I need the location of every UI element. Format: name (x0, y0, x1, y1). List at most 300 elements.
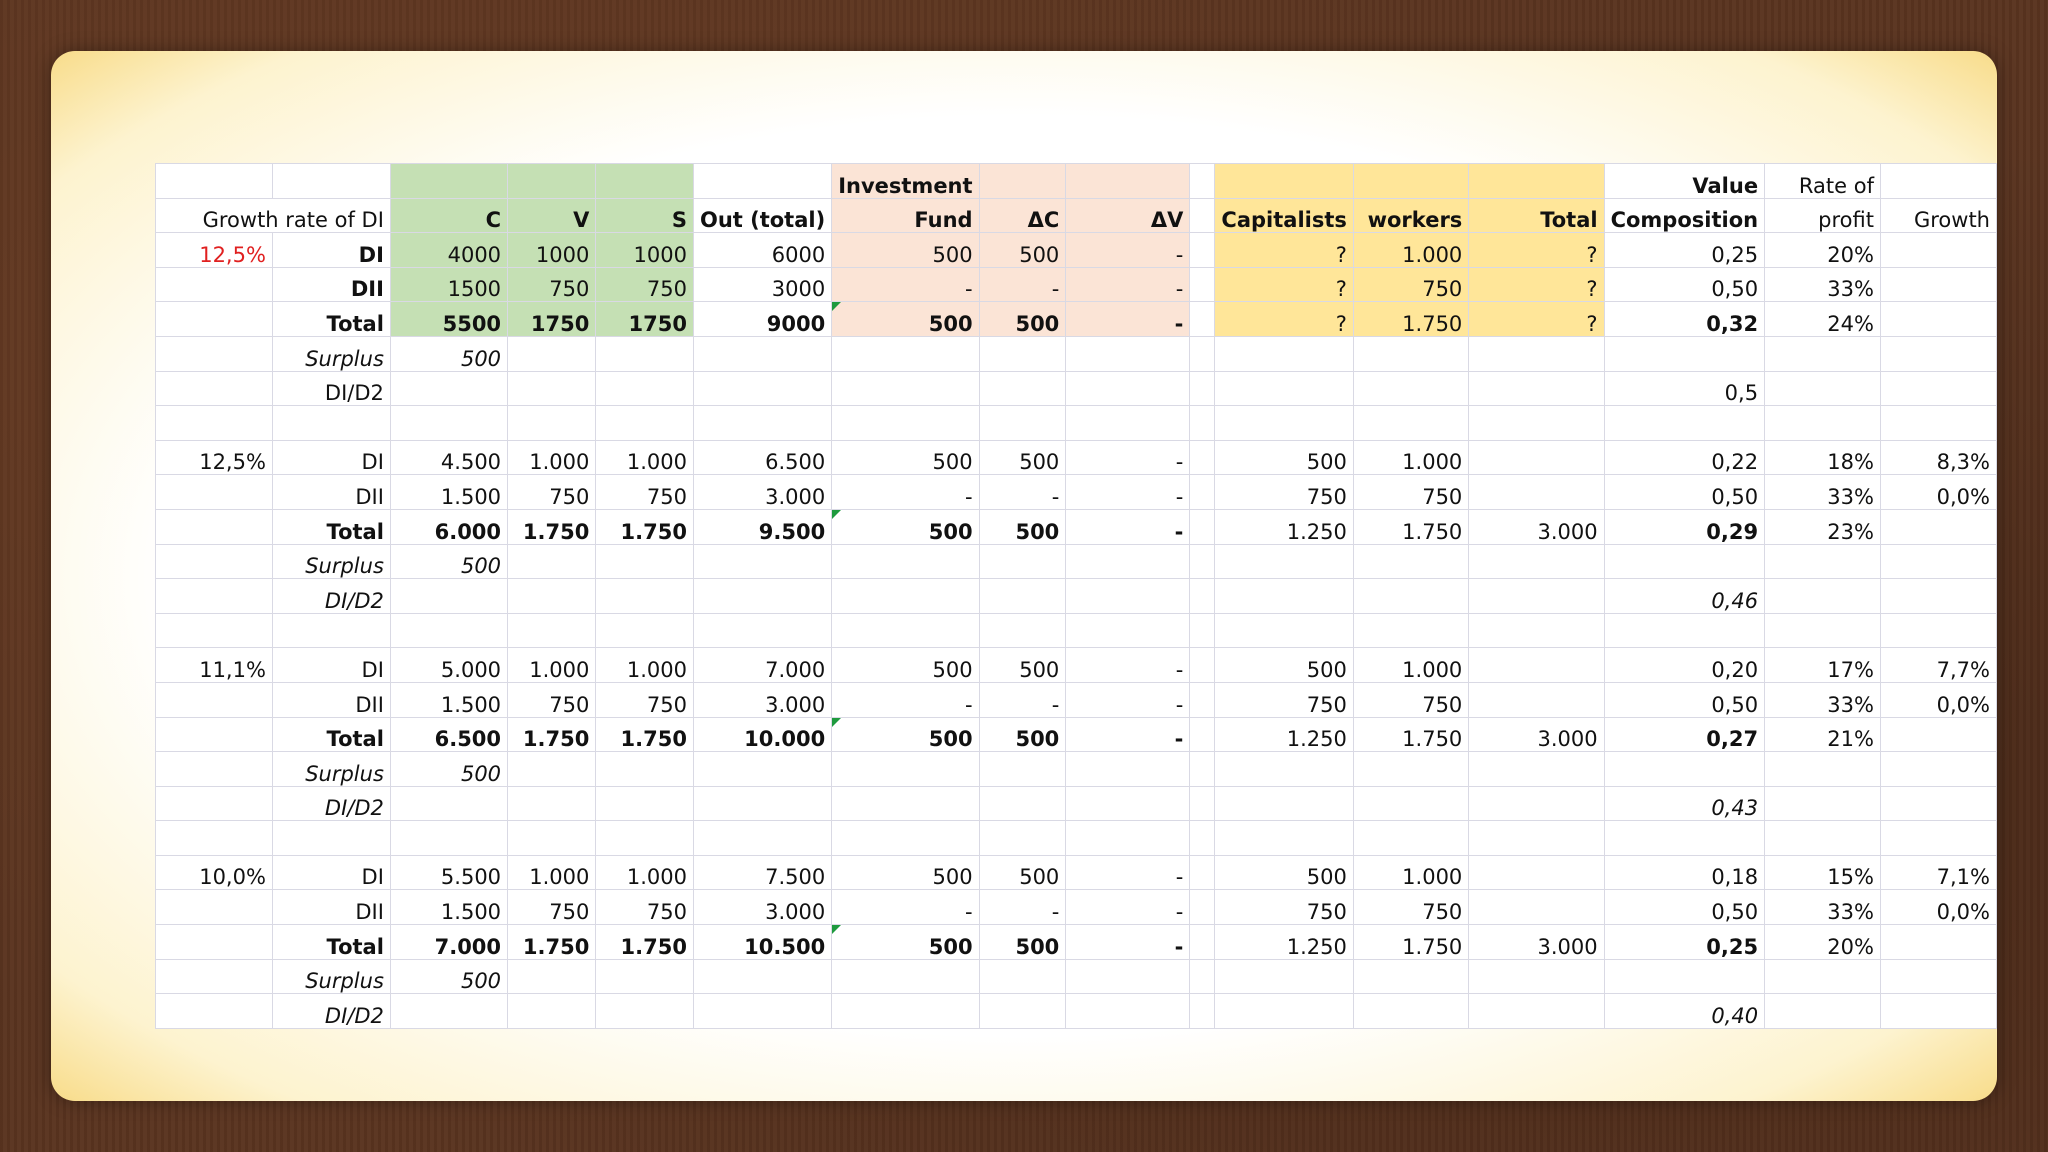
cell-delta-c: - (979, 890, 1066, 925)
cell-delta-v (1066, 959, 1190, 994)
header-cell (596, 164, 694, 199)
cell-s: 750 (596, 682, 694, 717)
cell-rate-of-profit (1765, 371, 1881, 406)
cell-workers (1353, 959, 1468, 994)
cell-s: 750 (596, 267, 694, 302)
cell-s: 750 (596, 475, 694, 510)
cell-sector (272, 406, 390, 441)
cell-rate-of-profit: 17% (1765, 648, 1881, 683)
table-row (156, 821, 1997, 856)
cell-capitalists: 1.250 (1215, 509, 1353, 544)
cell-fund: 500 (832, 717, 979, 752)
table-row (156, 925, 1997, 960)
cell-c (390, 371, 507, 406)
cell-delta-v: - (1066, 267, 1190, 302)
cell-rate-of-profit (1765, 752, 1881, 787)
cell-v (508, 752, 596, 787)
cell-workers (1353, 752, 1468, 787)
header-s: S (596, 198, 694, 233)
cell-out-total: 10.000 (693, 717, 831, 752)
cell-total: ? (1469, 233, 1604, 268)
cell-delta-c: 500 (979, 440, 1066, 475)
header-cell (693, 164, 831, 199)
cell-spacer (1190, 544, 1215, 579)
cell-delta-v (1066, 579, 1190, 614)
cell-growth (1880, 579, 1996, 614)
cell-fund (832, 786, 979, 821)
cell-out-total (693, 821, 831, 856)
header-value: Value (1604, 164, 1765, 199)
cell-capitalists: ? (1215, 233, 1353, 268)
cell-workers: 1.000 (1353, 440, 1468, 475)
cell-sector: Surplus (272, 336, 390, 371)
cell-out-total (693, 959, 831, 994)
cell-growth-rate (156, 406, 273, 441)
cell-total (1469, 890, 1604, 925)
cell-v: 750 (508, 682, 596, 717)
cell-total (1469, 959, 1604, 994)
cell-capitalists: ? (1215, 302, 1353, 337)
table-row (156, 890, 1997, 925)
cell-growth: 8,3% (1880, 440, 1996, 475)
cell-sector: DII (272, 475, 390, 510)
cell-v (508, 994, 596, 1029)
cell-out-total: 7.500 (693, 855, 831, 890)
cell-fund (832, 821, 979, 856)
cell-delta-c: 500 (979, 925, 1066, 960)
cell-composition: 0,22 (1604, 440, 1765, 475)
cell-delta-c (979, 544, 1066, 579)
table-row (156, 786, 1997, 821)
cell-spacer (1190, 267, 1215, 302)
cell-sector (272, 821, 390, 856)
header-cell (390, 164, 507, 199)
cell-c: 6.000 (390, 509, 507, 544)
header-cell (508, 164, 596, 199)
cell-v: 750 (508, 267, 596, 302)
cell-sector: Total (272, 509, 390, 544)
cell-total: 3.000 (1469, 509, 1604, 544)
cell-s: 1000 (596, 233, 694, 268)
cell-growth-rate (156, 752, 273, 787)
cell-composition: 0,32 (1604, 302, 1765, 337)
cell-spacer (1190, 925, 1215, 960)
cell-s: 1.000 (596, 855, 694, 890)
cell-composition: 0,50 (1604, 267, 1765, 302)
cell-total (1469, 752, 1604, 787)
cell-composition (1604, 544, 1765, 579)
header-delta-v: ΔV (1066, 198, 1190, 233)
cell-spacer (1190, 682, 1215, 717)
cell-composition: 0,25 (1604, 233, 1765, 268)
header-v: V (508, 198, 596, 233)
cell-v: 1.750 (508, 717, 596, 752)
cell-delta-c: 500 (979, 509, 1066, 544)
cell-capitalists: 500 (1215, 648, 1353, 683)
cell-total (1469, 336, 1604, 371)
cell-delta-c: 500 (979, 233, 1066, 268)
cell-spacer (1190, 475, 1215, 510)
cell-growth-rate (156, 994, 273, 1029)
slide-card (51, 51, 1997, 1101)
cell-sector: DII (272, 267, 390, 302)
header-cell (272, 164, 390, 199)
header-investment: Investment (832, 164, 979, 199)
cell-capitalists: 750 (1215, 682, 1353, 717)
cell-rate-of-profit: 24% (1765, 302, 1881, 337)
cell-growth: 0,0% (1880, 890, 1996, 925)
cell-v: 750 (508, 475, 596, 510)
header-total: Total (1469, 198, 1604, 233)
cell-rate-of-profit: 33% (1765, 475, 1881, 510)
header-cell (1190, 164, 1215, 199)
cell-delta-v (1066, 371, 1190, 406)
cell-composition (1604, 613, 1765, 648)
header-row-2 (156, 198, 1997, 233)
cell-capitalists (1215, 786, 1353, 821)
cell-sector: Total (272, 302, 390, 337)
cell-c: 7.000 (390, 925, 507, 960)
cell-total (1469, 406, 1604, 441)
cell-workers: 750 (1353, 475, 1468, 510)
cell-total (1469, 579, 1604, 614)
cell-workers: 1.750 (1353, 717, 1468, 752)
cell-delta-c (979, 336, 1066, 371)
cell-rate-of-profit: 18% (1765, 440, 1881, 475)
cell-c: 5.500 (390, 855, 507, 890)
cell-growth (1880, 752, 1996, 787)
cell-growth (1880, 994, 1996, 1029)
cell-s (596, 752, 694, 787)
cell-fund (832, 406, 979, 441)
cell-delta-v (1066, 406, 1190, 441)
cell-c (390, 994, 507, 1029)
cell-spacer (1190, 752, 1215, 787)
table-row (156, 648, 1997, 683)
cell-growth-rate (156, 475, 273, 510)
cell-delta-v: - (1066, 648, 1190, 683)
header-workers: workers (1353, 198, 1468, 233)
cell-spacer (1190, 371, 1215, 406)
cell-sector: DI/D2 (272, 579, 390, 614)
table-row (156, 682, 1997, 717)
cell-spacer (1190, 302, 1215, 337)
cell-v (508, 406, 596, 441)
cell-fund (832, 579, 979, 614)
table-row (156, 579, 1997, 614)
cell-s (596, 994, 694, 1029)
cell-composition (1604, 752, 1765, 787)
cell-capitalists: ? (1215, 267, 1353, 302)
cell-spacer (1190, 855, 1215, 890)
cell-workers: 750 (1353, 682, 1468, 717)
cell-workers (1353, 613, 1468, 648)
cell-s (596, 959, 694, 994)
cell-rate-of-profit: 33% (1765, 682, 1881, 717)
cell-capitalists (1215, 544, 1353, 579)
cell-delta-v: - (1066, 855, 1190, 890)
cell-c: 500 (390, 959, 507, 994)
cell-c: 1.500 (390, 475, 507, 510)
cell-growth-rate (156, 959, 273, 994)
cell-total: ? (1469, 267, 1604, 302)
cell-growth-rate: 11,1% (156, 648, 273, 683)
header-capitalists: Capitalists (1215, 198, 1353, 233)
table-row (156, 613, 1997, 648)
table-row (156, 336, 1997, 371)
cell-workers (1353, 786, 1468, 821)
cell-delta-v (1066, 994, 1190, 1029)
cell-workers: 1.750 (1353, 925, 1468, 960)
cell-delta-c: - (979, 267, 1066, 302)
cell-delta-v (1066, 786, 1190, 821)
cell-rate-of-profit: 20% (1765, 925, 1881, 960)
cell-c: 1.500 (390, 890, 507, 925)
cell-spacer (1190, 786, 1215, 821)
cell-delta-v (1066, 544, 1190, 579)
cell-sector: DI/D2 (272, 994, 390, 1029)
cell-delta-c (979, 752, 1066, 787)
cell-out-total: 6000 (693, 233, 831, 268)
cell-growth-rate (156, 267, 273, 302)
cell-spacer (1190, 959, 1215, 994)
cell-fund (832, 544, 979, 579)
cell-delta-v: - (1066, 440, 1190, 475)
cell-workers: 1.750 (1353, 509, 1468, 544)
cell-delta-c (979, 371, 1066, 406)
cell-composition: 0,18 (1604, 855, 1765, 890)
cell-fund: 500 (832, 648, 979, 683)
cell-composition: 0,50 (1604, 682, 1765, 717)
cell-delta-v (1066, 613, 1190, 648)
cell-growth (1880, 302, 1996, 337)
table-row (156, 509, 1997, 544)
cell-fund: 500 (832, 925, 979, 960)
header-cell (1353, 164, 1468, 199)
cell-growth: 0,0% (1880, 682, 1996, 717)
cell-spacer (1190, 821, 1215, 856)
cell-delta-v (1066, 752, 1190, 787)
cell-capitalists (1215, 613, 1353, 648)
table-row (156, 406, 1997, 441)
cell-growth-rate (156, 509, 273, 544)
cell-growth-rate (156, 890, 273, 925)
cell-out-total: 9.500 (693, 509, 831, 544)
cell-growth-rate (156, 302, 273, 337)
cell-delta-v: - (1066, 925, 1190, 960)
cell-c (390, 821, 507, 856)
cell-delta-v: - (1066, 302, 1190, 337)
cell-growth (1880, 371, 1996, 406)
cell-growth-rate (156, 544, 273, 579)
cell-workers (1353, 406, 1468, 441)
header-composition: Composition (1604, 198, 1765, 233)
cell-rate-of-profit (1765, 613, 1881, 648)
cell-total: 3.000 (1469, 717, 1604, 752)
cell-growth-rate (156, 925, 273, 960)
cell-fund: 500 (832, 233, 979, 268)
header-cell (1880, 164, 1996, 199)
cell-s (596, 613, 694, 648)
cell-sector: DI (272, 648, 390, 683)
cell-delta-v: - (1066, 682, 1190, 717)
cell-v: 1750 (508, 302, 596, 337)
cell-composition (1604, 821, 1765, 856)
header-cell (1469, 164, 1604, 199)
cell-c: 500 (390, 752, 507, 787)
cell-spacer (1190, 613, 1215, 648)
cell-delta-c (979, 613, 1066, 648)
cell-growth (1880, 821, 1996, 856)
cell-s (596, 786, 694, 821)
cell-v: 1.000 (508, 440, 596, 475)
cell-capitalists (1215, 371, 1353, 406)
cell-s: 1750 (596, 302, 694, 337)
cell-composition: 0,27 (1604, 717, 1765, 752)
header-cell (1190, 198, 1215, 233)
cell-rate-of-profit (1765, 544, 1881, 579)
cell-out-total: 3000 (693, 267, 831, 302)
cell-delta-v: - (1066, 717, 1190, 752)
cell-composition: 0,25 (1604, 925, 1765, 960)
cell-rate-of-profit (1765, 336, 1881, 371)
cell-v: 750 (508, 890, 596, 925)
cell-fund: - (832, 890, 979, 925)
cell-delta-c: - (979, 475, 1066, 510)
cell-total: 3.000 (1469, 925, 1604, 960)
cell-out-total: 10.500 (693, 925, 831, 960)
cell-total (1469, 855, 1604, 890)
cell-fund (832, 336, 979, 371)
cell-spacer (1190, 406, 1215, 441)
cell-sector (272, 613, 390, 648)
cell-c: 500 (390, 336, 507, 371)
cell-fund (832, 371, 979, 406)
header-out-total: Out (total) (693, 198, 831, 233)
cell-v (508, 613, 596, 648)
table-row (156, 994, 1997, 1029)
cell-s (596, 371, 694, 406)
cell-capitalists: 1.250 (1215, 717, 1353, 752)
cell-growth-rate: 12,5% (156, 440, 273, 475)
cell-out-total (693, 613, 831, 648)
cell-spacer (1190, 233, 1215, 268)
cell-capitalists (1215, 406, 1353, 441)
cell-workers: 1.000 (1353, 233, 1468, 268)
cell-v: 1000 (508, 233, 596, 268)
cell-growth (1880, 959, 1996, 994)
cell-delta-v (1066, 336, 1190, 371)
cell-v (508, 544, 596, 579)
cell-rate-of-profit (1765, 959, 1881, 994)
cell-growth (1880, 336, 1996, 371)
cell-sector: Total (272, 925, 390, 960)
cell-v: 1.750 (508, 925, 596, 960)
cell-fund: 500 (832, 855, 979, 890)
cell-s: 1.750 (596, 509, 694, 544)
cell-capitalists: 1.250 (1215, 925, 1353, 960)
cell-out-total: 3.000 (693, 682, 831, 717)
cell-total (1469, 786, 1604, 821)
cell-capitalists: 750 (1215, 475, 1353, 510)
cell-c (390, 406, 507, 441)
cell-composition: 0,43 (1604, 786, 1765, 821)
cell-growth: 7,7% (1880, 648, 1996, 683)
cell-c: 5.000 (390, 648, 507, 683)
cell-growth-rate (156, 613, 273, 648)
cell-workers: 1.750 (1353, 302, 1468, 337)
cell-c: 500 (390, 544, 507, 579)
cell-fund (832, 613, 979, 648)
cell-s (596, 544, 694, 579)
cell-rate-of-profit: 33% (1765, 890, 1881, 925)
table-row (156, 267, 1997, 302)
cell-workers: 1.000 (1353, 855, 1468, 890)
cell-total (1469, 994, 1604, 1029)
table-row (156, 371, 1997, 406)
cell-capitalists: 750 (1215, 890, 1353, 925)
cell-sector: Surplus (272, 959, 390, 994)
cell-growth (1880, 267, 1996, 302)
cell-capitalists (1215, 336, 1353, 371)
cell-rate-of-profit: 33% (1765, 267, 1881, 302)
cell-out-total: 7.000 (693, 648, 831, 683)
cell-out-total (693, 579, 831, 614)
cell-v: 1.000 (508, 648, 596, 683)
table-row (156, 302, 1997, 337)
cell-total (1469, 821, 1604, 856)
cell-fund: 500 (832, 440, 979, 475)
cell-c: 4000 (390, 233, 507, 268)
cell-workers (1353, 994, 1468, 1029)
cell-fund: - (832, 267, 979, 302)
cell-s (596, 579, 694, 614)
cell-delta-c (979, 579, 1066, 614)
cell-v (508, 579, 596, 614)
cell-workers (1353, 544, 1468, 579)
cell-composition: 0,29 (1604, 509, 1765, 544)
cell-total (1469, 544, 1604, 579)
cell-rate-of-profit: 20% (1765, 233, 1881, 268)
cell-total (1469, 440, 1604, 475)
cell-delta-c (979, 959, 1066, 994)
cell-delta-c: - (979, 682, 1066, 717)
cell-v: 1.000 (508, 855, 596, 890)
cell-delta-c (979, 994, 1066, 1029)
cell-rate-of-profit (1765, 821, 1881, 856)
cell-composition (1604, 406, 1765, 441)
cell-rate-of-profit: 21% (1765, 717, 1881, 752)
cell-rate-of-profit: 23% (1765, 509, 1881, 544)
cell-capitalists (1215, 579, 1353, 614)
table-row (156, 544, 1997, 579)
cell-growth-rate (156, 821, 273, 856)
cell-growth (1880, 613, 1996, 648)
cell-workers (1353, 821, 1468, 856)
header-delta-c: ΔC (979, 198, 1066, 233)
cell-fund (832, 959, 979, 994)
cell-total (1469, 613, 1604, 648)
table-row (156, 475, 1997, 510)
cell-c (390, 786, 507, 821)
cell-sector: Surplus (272, 544, 390, 579)
cell-sector: DI/D2 (272, 786, 390, 821)
cell-out-total (693, 752, 831, 787)
header-fund: Fund (832, 198, 979, 233)
cell-c (390, 579, 507, 614)
cell-s (596, 406, 694, 441)
header-cell (979, 164, 1066, 199)
